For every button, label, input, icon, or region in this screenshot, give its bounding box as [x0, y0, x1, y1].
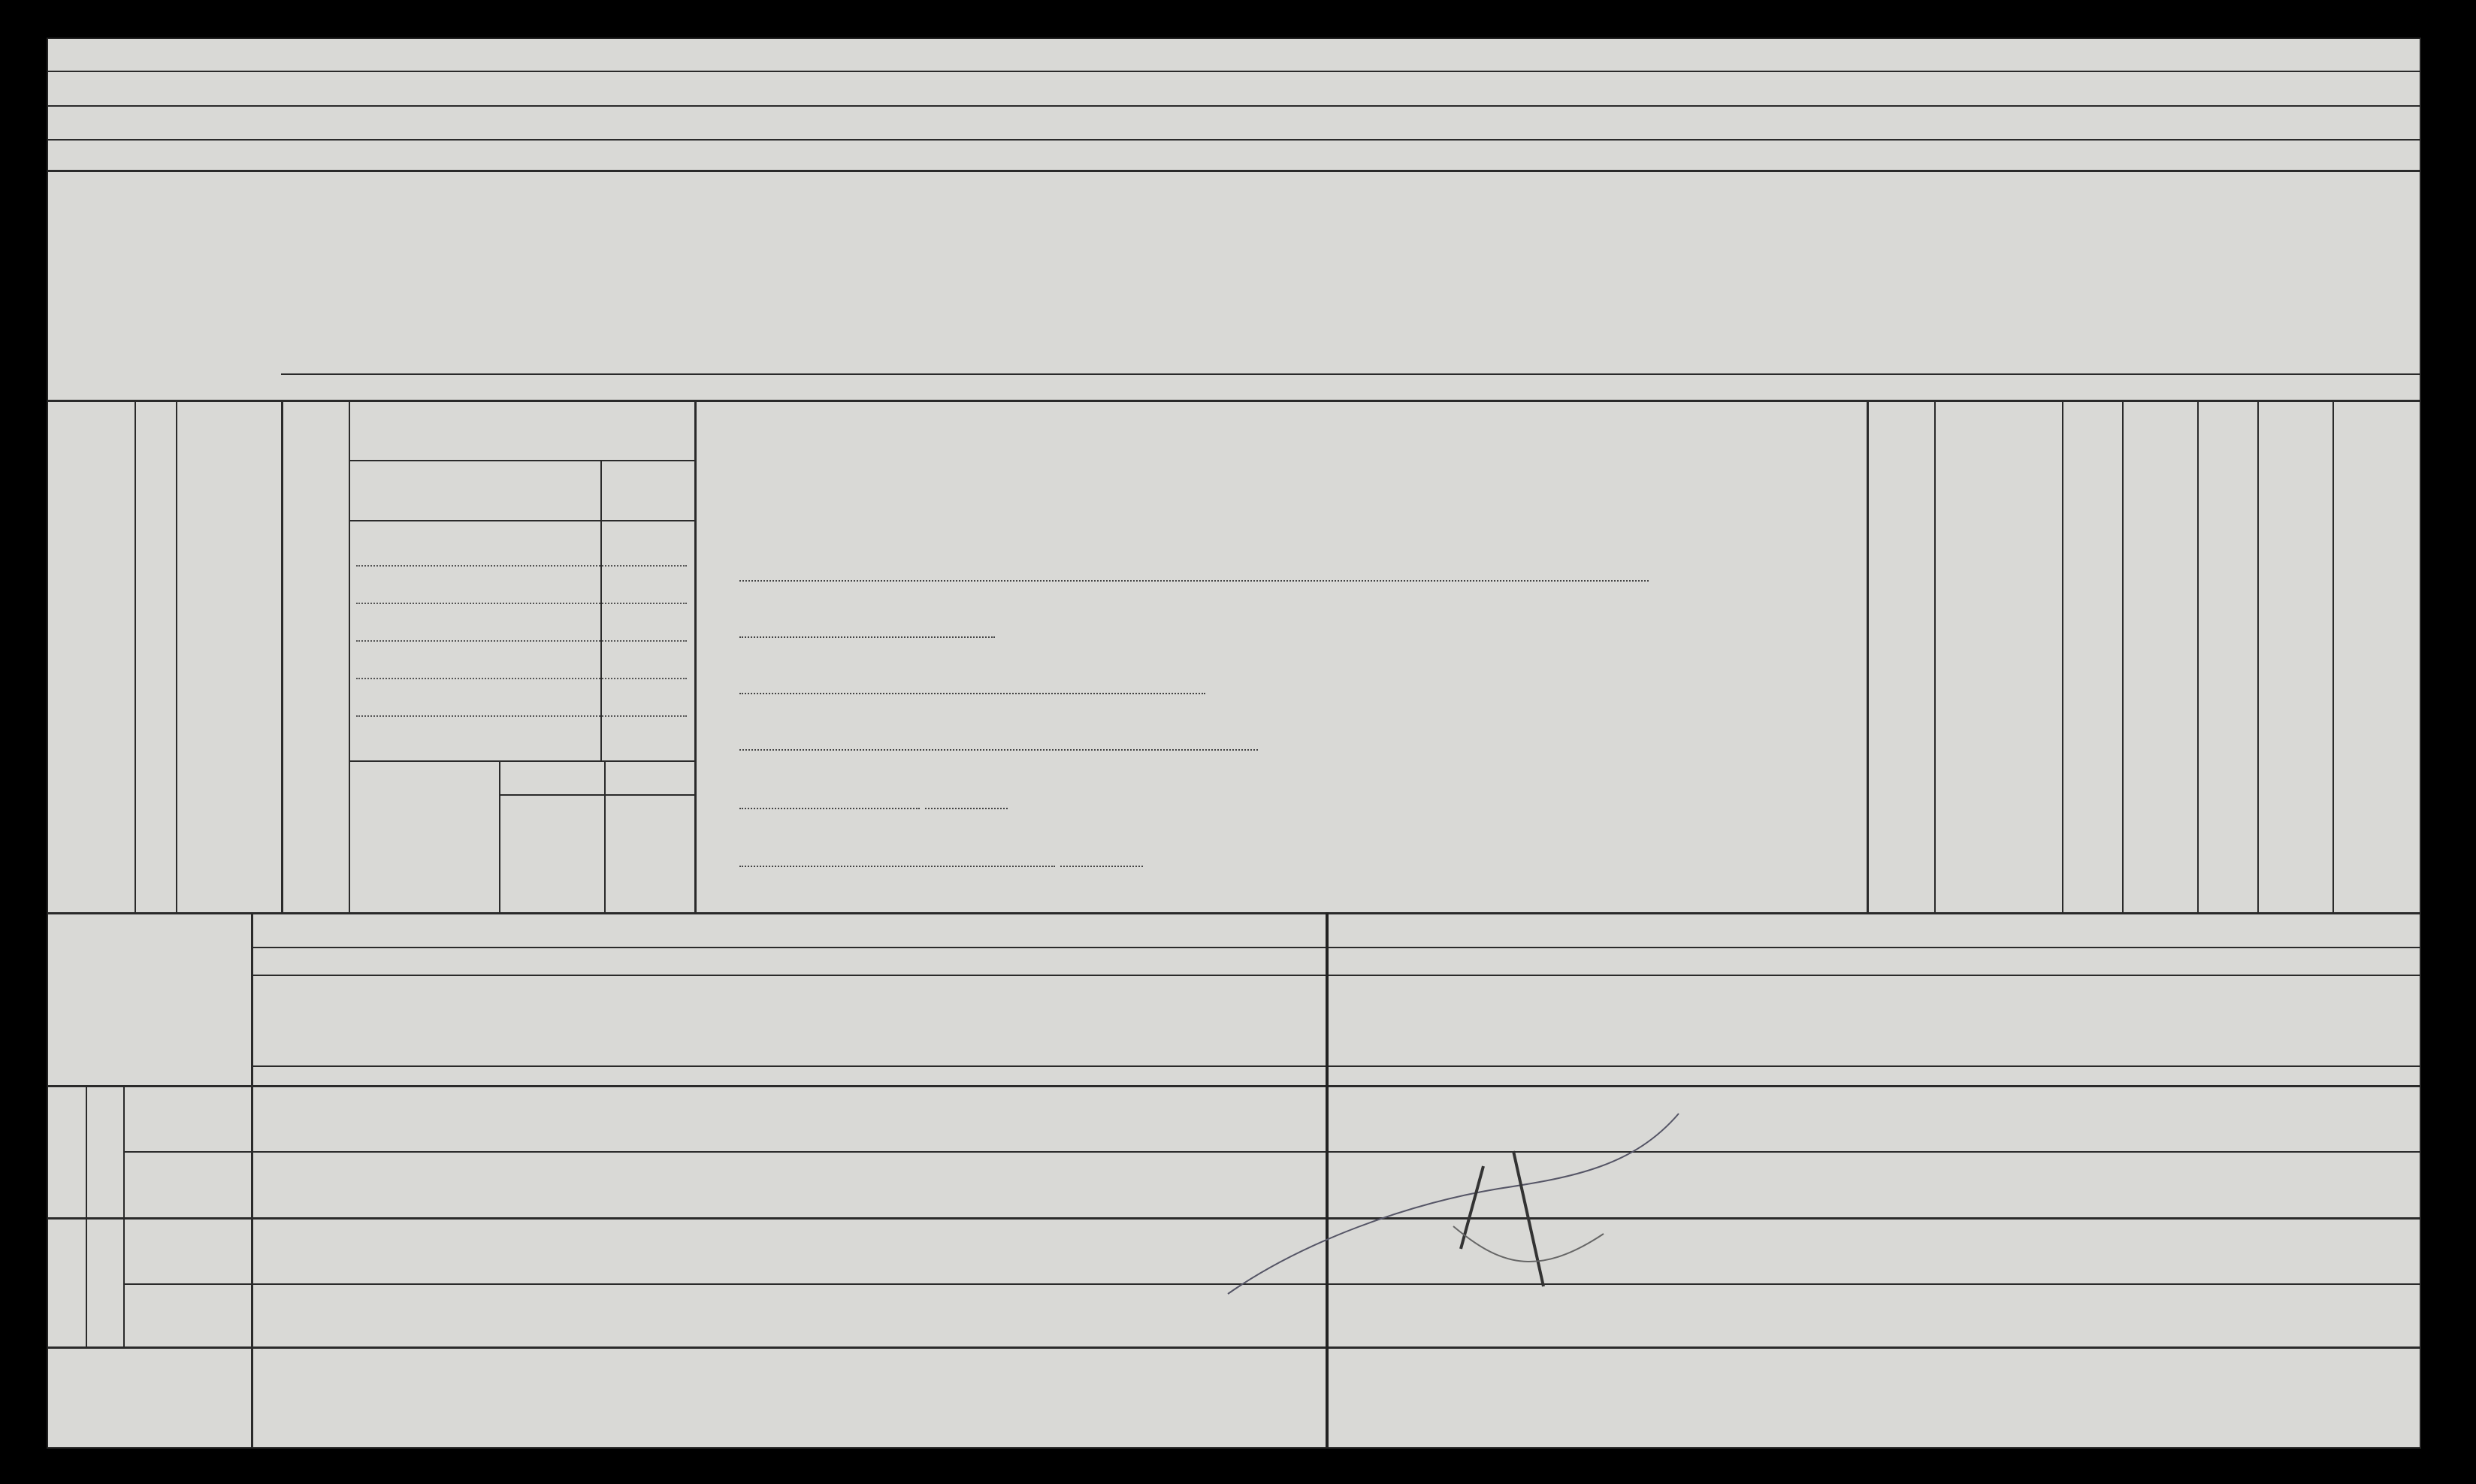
question-5 [739, 793, 1008, 815]
question-2 [739, 621, 995, 643]
question-4 [739, 734, 1258, 756]
pencil-scribble [1213, 1106, 1739, 1354]
question-6 [739, 851, 1143, 872]
census-card [47, 38, 2421, 1449]
question-3 [739, 678, 1205, 700]
question-1b [739, 565, 1649, 587]
